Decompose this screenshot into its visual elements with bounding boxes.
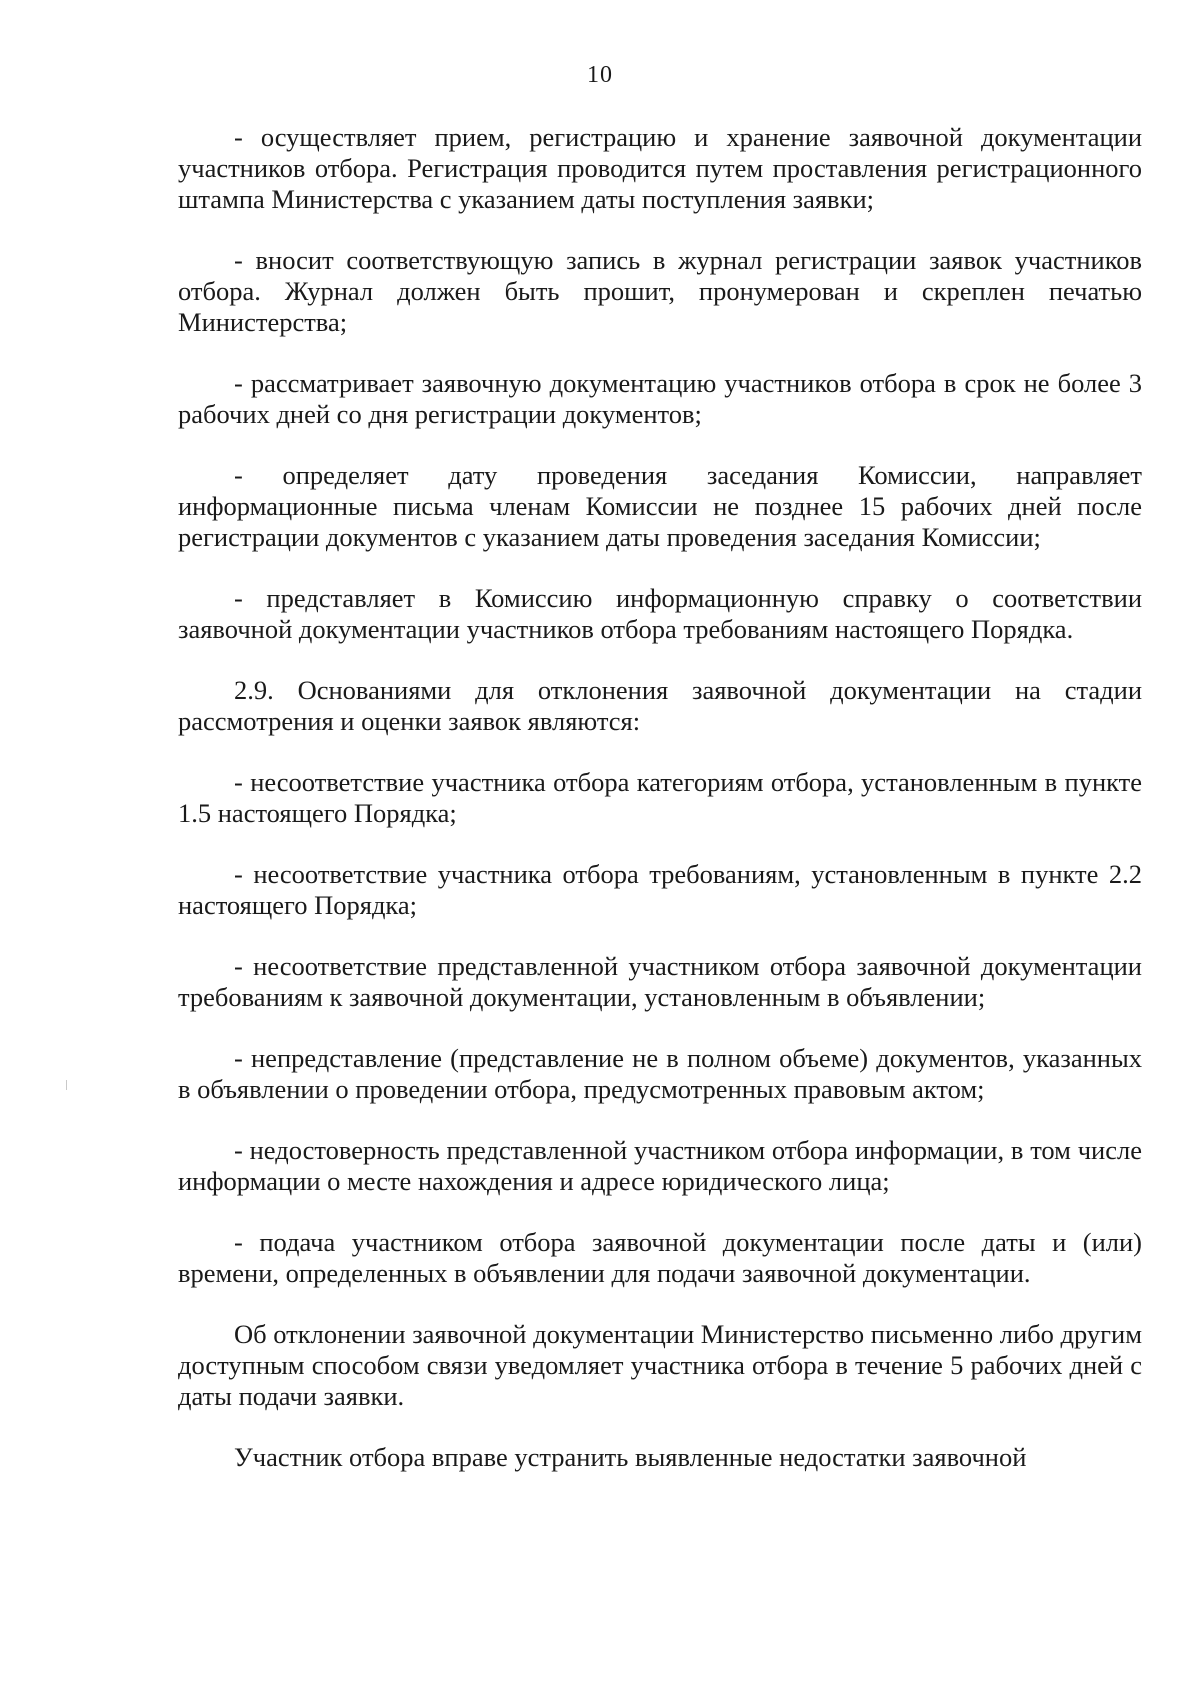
paragraph-fix-deficiencies: Участник отбора вправе устранить выявленные недостатки заявочной <box>234 1442 1027 1472</box>
paragraph-registration: - осуществляет прием, регистрацию и хранение заявочной документации участников отбора. Регистрация проводится путем проставления регистрационного штампа Министерства с указанием даты поступления заявки; <box>178 122 1142 214</box>
list-item-incomplete-documents: - непредставление (представление не в полном объеме) документов, указанных в объявлении о проведении отбора, предусмотренных правовым актом; <box>178 1043 1142 1104</box>
paragraph-meeting-date: - определяет дату проведения заседания Комиссии, направляет информационные письма членам Комиссии не позднее 15 рабочих дней после регистрации документов с указанием даты проведения заседания Комиссии; <box>178 460 1142 552</box>
list-item-inaccurate-information: - недостоверность представленной участником отбора информации, в том числе информации о месте нахождения и адресе юридического лица; <box>178 1135 1142 1196</box>
paragraph-review-term: - рассматривает заявочную документацию участников отбора в срок не более 3 рабочих дней со дня регистрации документов; <box>178 368 1142 429</box>
list-item-documentation-mismatch: - несоответствие представленной участником отбора заявочной документации требованиям к заявочной документации, установленным в объявлении; <box>178 951 1142 1012</box>
paragraph-journal-entry: - вносит соответствующую запись в журнал регистрации заявок участников отбора. Журнал должен быть прошит, пронумерован и скреплен печатью Министерства; <box>178 245 1142 337</box>
list-item-late-submission: - подача участником отбора заявочной документации после даты и (или) времени, определенных в объявлении для подачи заявочной документации. <box>178 1227 1142 1288</box>
list-item-requirements-mismatch: - несоответствие участника отбора требованиям, установленным в пункте 2.2 настоящего Порядка; <box>178 859 1142 920</box>
page-number: 10 <box>587 62 613 88</box>
paragraph-rejection-notice: Об отклонении заявочной документации Министерство письменно либо другим доступным способом связи уведомляет участника отбора в течение 5 рабочих дней с даты подачи заявки. <box>178 1319 1142 1411</box>
scan-margin-mark <box>66 1080 67 1090</box>
document-body <box>178 122 1142 1473</box>
paragraph-section-2-9: 2.9. Основаниями для отклонения заявочной документации на стадии рассмотрения и оценки заявок являются: <box>178 675 1142 736</box>
list-item-category-mismatch: - несоответствие участника отбора категориям отбора, установленным в пункте 1.5 настоящего Порядка; <box>178 767 1142 828</box>
paragraph-info-report: - представляет в Комиссию информационную справку о соответствии заявочной документации участников отбора требованиям настоящего Порядка. <box>178 583 1142 644</box>
